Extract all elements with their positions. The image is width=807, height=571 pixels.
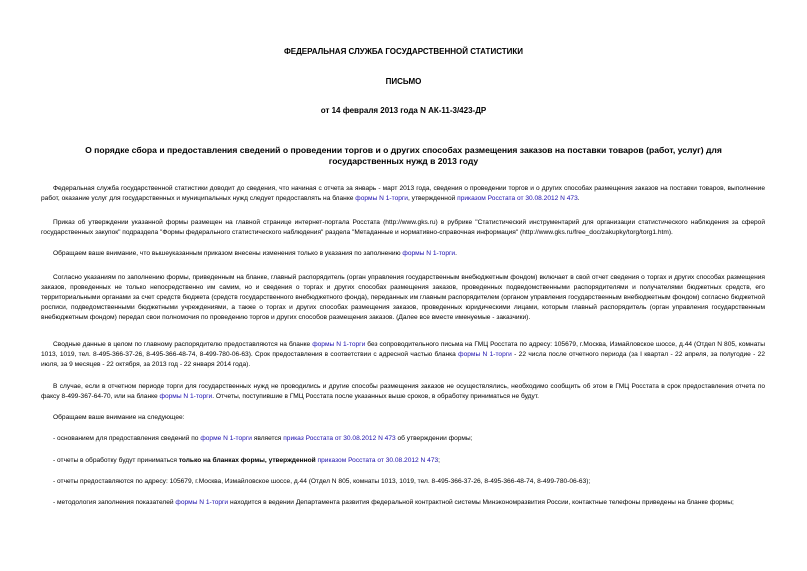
p6-text-a: В случае, если в отчетном периоде торги для государственных нужд не проводились и другие способы размещения заказов не осуществлялись, необходимо сообщить об этом в ГМЦ Росстата в срок предоставления отчета по факсу 8-499-367-64-70, или на бланке	[41, 383, 765, 400]
paragraph-3	[41, 249, 765, 259]
form-1-torgi-link[interactable]: формы N 1-торги	[175, 499, 229, 506]
b2-bold-text: только на бланках формы, утвержденной	[178, 457, 316, 464]
form-1-torgi-link[interactable]: формы N 1-торги	[159, 393, 213, 400]
paragraph-7	[41, 413, 765, 423]
order-473-link[interactable]: приказ Росстата от 30.08.2012 N 473	[283, 435, 396, 442]
form-1-torgi-link[interactable]: формы N 1-торги	[355, 195, 408, 202]
paragraph-2	[41, 218, 765, 238]
p5-text-c: - 22 числа после отчетного периода (за I квартал - 22 апреля, за полугодие - 22 июля, за 9 месяцев - 22 октября, за 2013 год - 22 января 2014 года).	[41, 351, 765, 368]
doc-type-heading: ПИСЬМО	[385, 77, 422, 86]
p7-text: Обращаем ваше внимание на следующее:	[53, 414, 185, 421]
paragraph-5	[41, 340, 765, 370]
b4-text-b: находится в ведении Департамента развития федеральной контрактной системы Минэкономразвития России, контактные телефоны приведены на бланке формы;	[228, 499, 734, 506]
b2-text-a: - отчеты в обработку будут приниматься	[53, 457, 179, 464]
p2-text: Приказ об утверждении указанной формы размещен на главной странице интернет-портала Росстата (http://www.gks.ru) в рубрике "Статистический инструментарий для организации статистического наблюдения за сферой государственных закупок" подраздела "Формы федерального статистического наблюдения" раздела "Метаданные и нормативно-справочная информация" (http://www.gks.ru/free_doc/zakupky/torg/torg1.htm).	[41, 219, 765, 236]
paragraph-1	[41, 184, 765, 204]
b1-text-c: об утверждении формы;	[395, 435, 473, 442]
p4-text: Согласно указаниям по заполнению формы, приведенным на бланке, главный распорядитель (орган управления государственным внебюджетным фондом) включает в свой отчет сведения о торгах и других способах размещения заказов, проведенных не только непосредственно им самим, но и сведения о торгах и других способах размещения заказов, проведенных подведомственными распорядителями и получателями бюджетных средств, его территориальными органами за счет средств бюджета (средств государственного внебюджетного фонда), переданных им главным распорядителем (органом управления государственным внебюджетным фондом) согласно бюджетной росписи, подведомственными бюджетными учреждениями, а также о торгах и других способах размещения заказов, проведенных юридическими лицами, которым главный распорядитель (орган управления государственным внебюджетным фондом) передал свои полномочия по проведению торгов и других способов размещения заказов. (Далее все вместе именуемые - заказчики).	[41, 274, 765, 321]
bullet-1	[41, 434, 765, 444]
b3-text: - отчеты предоставляются по адресу: 105679, г.Москва, Измайловское шоссе, д.44 (Отдел N 805, комнаты 1013, 1019, тел. 8-495-366-37-26, 8-495-366-48-74, 8-499-780-06-63);	[53, 478, 591, 485]
b4-text-a: - методология заполнения показателей	[53, 499, 176, 506]
paragraph-6	[41, 382, 765, 402]
p1-text-b: , утвержденной	[408, 195, 458, 202]
p3-text-a: Обращаем ваше внимание, что вышеуказанным приказом внесены изменения только в указания по заполнению	[53, 250, 403, 257]
b1-text-a: - основанием для предоставления сведений по	[53, 435, 201, 442]
bullet-3	[41, 477, 765, 487]
p5-text-b: без сопроводительного письма на ГМЦ Росстата по адресу: 105679, г.Москва, Измайловское шоссе, д.44 (Отдел N 805, комнаты 1013, 1019, тел. 8-495-366-37-26, 8-495-366-48-74, 8-499-780-06-63). Срок предоставления в соответствии с адресной частью бланка	[41, 341, 765, 358]
order-473-link[interactable]: приказом Росстата от 30.08.2012 N 473	[317, 457, 439, 464]
paragraph-4	[41, 273, 765, 323]
document-title: О порядке сбора и предоставления сведений о проведении торгов и о других способах размещения заказов на поставки товаров (работ, услуг) для государственных нужд в 2013 году	[85, 145, 722, 166]
bullet-2	[41, 456, 765, 466]
p5-text-a: Сводные данные в целом по главному распорядителю предоставляются на бланке	[53, 341, 313, 348]
form-1-torgi-link[interactable]: формы N 1-торги	[402, 250, 456, 257]
b1-text-b: является	[251, 435, 284, 442]
doc-date-heading: от 14 февраля 2013 года N АК-11-3/423-ДР	[320, 106, 487, 115]
agency-heading: ФЕДЕРАЛЬНАЯ СЛУЖБА ГОСУДАРСТВЕННОЙ СТАТИСТИКИ	[283, 47, 524, 56]
p1-text-a: Федеральная служба государственной статистики доводит до сведения, что начиная с отчета за январь - март 2013 года, сведения о проведении торгов и о других способах размещения заказов на поставки товаров, выполнение работ, оказание услуг для государственных и муниципальных нужд следует предоставлять на бланке	[41, 185, 765, 202]
b2-text-c: ;	[438, 457, 440, 464]
form-1-torgi-link[interactable]: формы N 1-торги	[458, 351, 512, 358]
form-1-torgi-link[interactable]: формы N 1-торги	[312, 341, 366, 348]
form-1-torgi-link[interactable]: форме N 1-торги	[200, 435, 252, 442]
p1-text-c: .	[577, 195, 580, 202]
order-473-link[interactable]: приказом Росстата от 30.08.2012 N 473	[457, 195, 578, 202]
p6-text-b: . Отчеты, поступившие в ГМЦ Росстата после указанных выше сроков, в обработку приниматься не будут.	[212, 393, 539, 400]
bullet-4	[41, 498, 765, 508]
p3-text-b: .	[455, 250, 457, 257]
